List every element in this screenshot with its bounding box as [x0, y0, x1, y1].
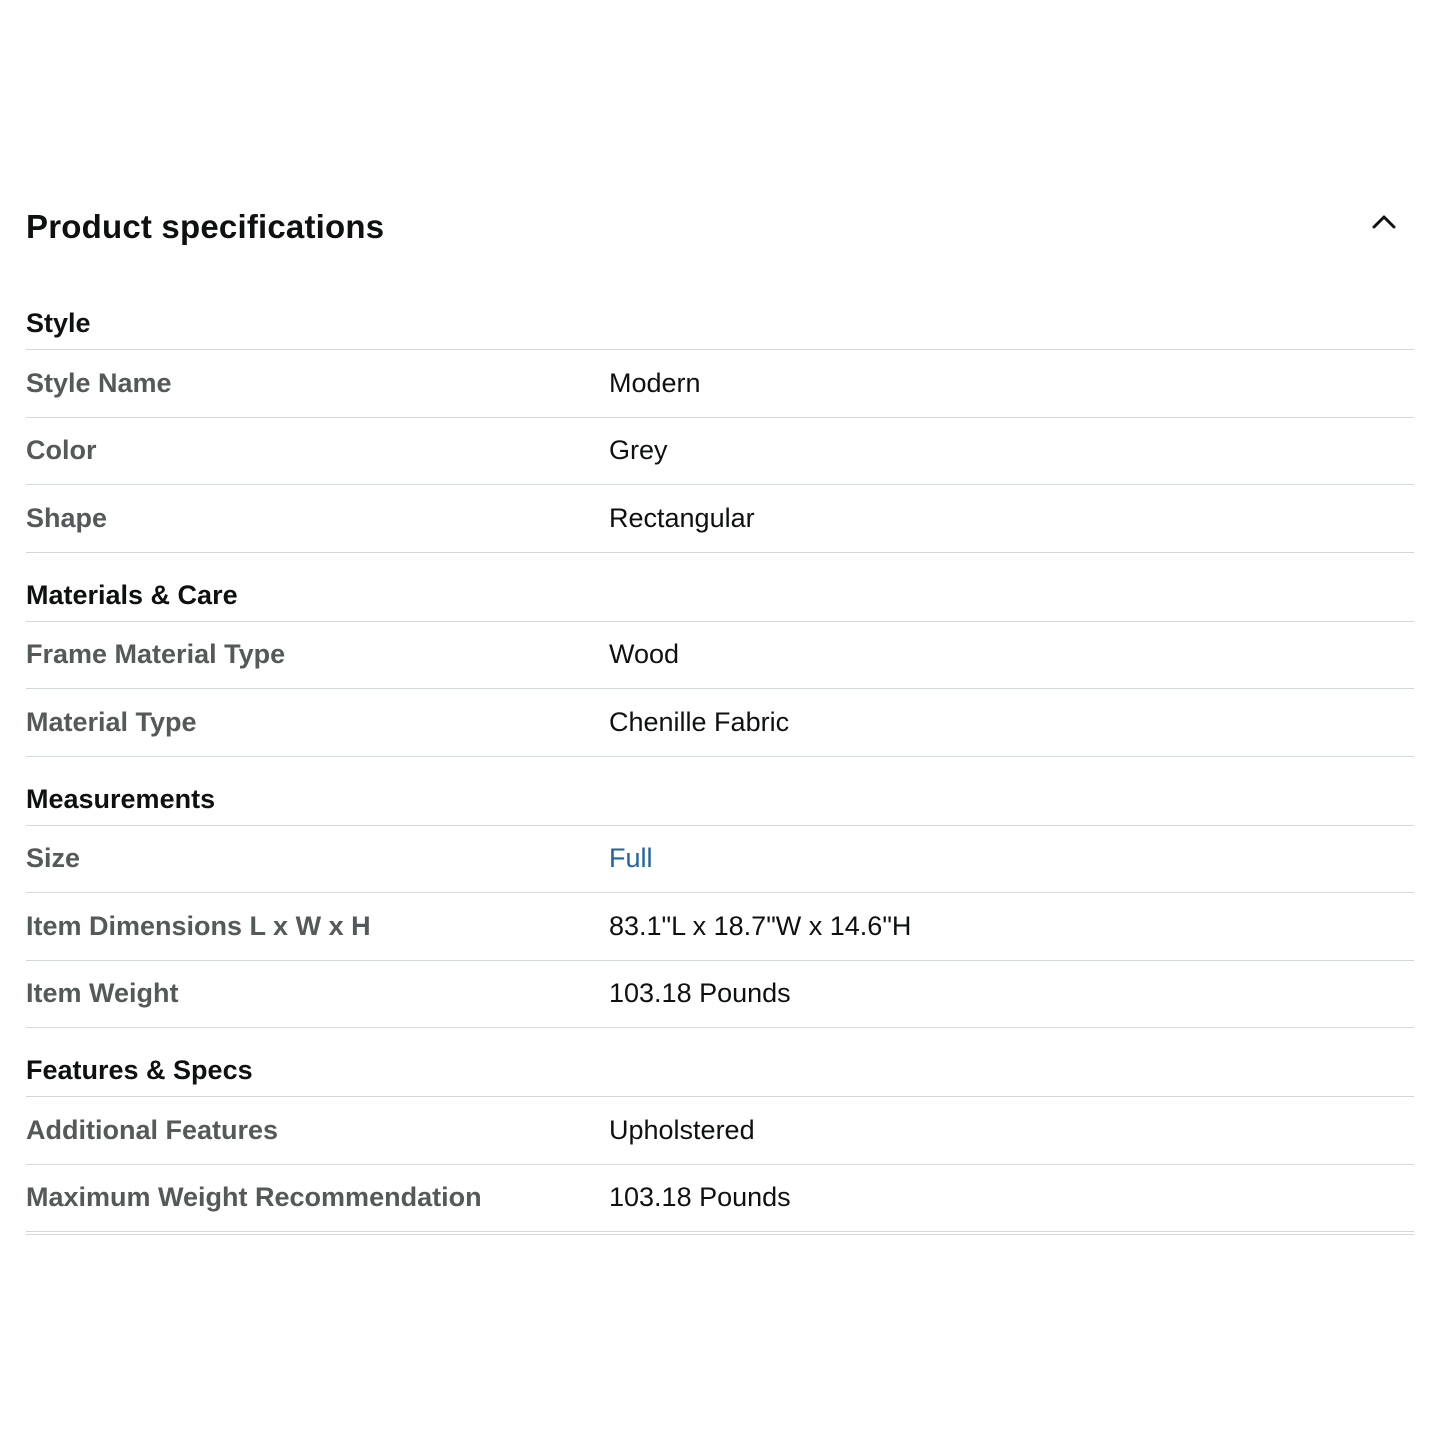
product-specifications-panel — [26, 196, 1414, 1235]
spec-label: Maximum Weight Recommendation — [26, 1182, 482, 1213]
section-title: Product specifications — [26, 208, 385, 245]
size-link[interactable]: Full — [609, 843, 653, 874]
spec-group-materials-care — [26, 553, 1414, 757]
spec-label: Style Name — [26, 367, 172, 398]
spec-label: Item Dimensions L x W x H — [26, 910, 371, 941]
spec-value: Modern — [609, 367, 701, 398]
spec-row — [26, 350, 1414, 418]
group-title: Materials & Care — [26, 553, 1414, 622]
collapse-toggle-button[interactable] — [1368, 206, 1400, 238]
spec-row — [26, 1165, 1414, 1233]
spec-label: Size — [26, 843, 81, 874]
spec-group-measurements — [26, 757, 1414, 1029]
chevron-up-icon — [1370, 208, 1398, 236]
spec-group-style — [26, 300, 1414, 553]
spec-row — [26, 485, 1414, 553]
spec-row — [26, 826, 1414, 894]
section-header — [26, 196, 1414, 262]
spec-value: Rectangular — [609, 502, 755, 533]
spec-row — [26, 1097, 1414, 1165]
group-title: Features & Specs — [26, 1028, 1414, 1097]
spec-label: Frame Material Type — [26, 639, 286, 670]
spec-label: Additional Features — [26, 1114, 279, 1145]
spec-value: Wood — [609, 639, 680, 670]
spec-value: 103.18 Pounds — [609, 1182, 791, 1213]
spec-value: 83.1"L x 18.7"W x 14.6"H — [609, 910, 912, 941]
group-title: Style — [26, 300, 1414, 350]
spec-label: Item Weight — [26, 978, 179, 1009]
spec-label: Material Type — [26, 706, 197, 737]
spec-row — [26, 689, 1414, 757]
spec-value: Chenille Fabric — [609, 706, 790, 737]
spec-row — [26, 622, 1414, 690]
spec-value: Upholstered — [609, 1114, 755, 1145]
group-title: Measurements — [26, 757, 1414, 826]
spec-label: Shape — [26, 502, 108, 533]
spec-groups — [26, 300, 1414, 1235]
spec-row — [26, 893, 1414, 961]
spec-group-features-specs — [26, 1028, 1414, 1235]
spec-value: Grey — [609, 435, 668, 466]
spec-row — [26, 418, 1414, 486]
spec-label: Color — [26, 435, 97, 466]
spec-value: 103.18 Pounds — [609, 978, 791, 1009]
section-divider — [26, 1232, 1414, 1235]
spec-row — [26, 961, 1414, 1029]
